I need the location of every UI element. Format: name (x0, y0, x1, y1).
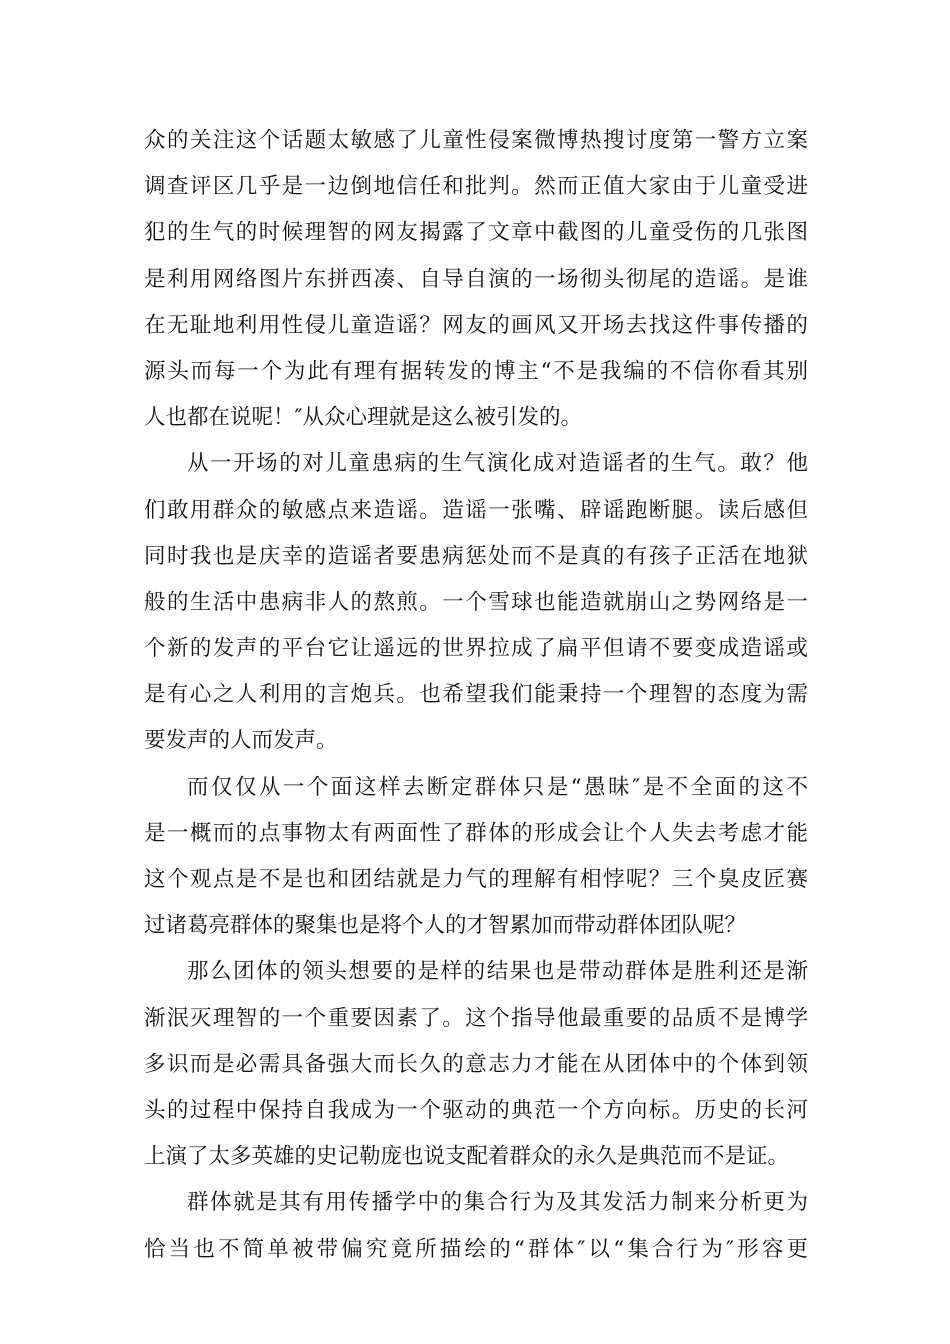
text-line: 同时我也是庆幸的造谣者要患病惩处而不是真的有孩子正活在地狱 (144, 543, 808, 569)
paragraph (144, 441, 808, 764)
text-line: 个新的发声的平台它让遥远的世界拉成了扁平但请不要变成造谣或 (144, 636, 808, 662)
text-line: 那么团体的领头想要的是样的结果也是带动群体是胜利还是渐 (187, 959, 808, 985)
text-line: 般的生活中患病非人的熬煎。一个雪球也能造就崩山之势网络是一 (144, 589, 808, 615)
text-line: 犯的生气的时候理智的网友揭露了文章中截图的儿童受伤的几张图 (144, 220, 808, 246)
text-line: 是利用网络图片东拼西凑、自导自演的一场彻头彻尾的造谣。是谁 (144, 266, 808, 292)
text-line: 众的关注这个话题太敏感了儿童性侵案微博热搜讨度第一警方立案 (144, 128, 808, 153)
paragraph (144, 949, 808, 1180)
text-line: 这个观点是不是也和团结就是力气的理解有相悖呢？三个臭皮匠赛 (144, 867, 808, 892)
text-line: 恰当也不简单被带偏究竟所描绘的“群体″以“集合行为″形容更 (144, 1236, 808, 1262)
text-line: 调查评区几乎是一边倒地信任和批判。然而正值大家由于儿童受进 (144, 174, 808, 200)
text-line: 而仅仅从一个面这样去断定群体只是“愚昧″是不全面的这不 (187, 774, 808, 800)
text-line: 过诸葛亮群体的聚集也是将个人的才智累加而带动群体团队呢？ (144, 913, 747, 939)
text-line: 从一开场的对儿童患病的生气演化成对造谣者的生气。敢？他 (187, 451, 808, 477)
text-line: 渐泯灭理智的一个重要因素了。这个指导他最重要的品质不是博学 (144, 1005, 808, 1031)
text-line: 是一概而的点事物太有两面性了群体的形成会让个人失去考虑才能 (144, 820, 808, 846)
text-line: 上演了太多英雄的史记勒庞也说支配着群众的永久是典范而不是证。 (144, 1144, 790, 1170)
text-line: 在无耻地利用性侵儿童造谣？网友的画风又开场去找这件事传播的 (144, 312, 808, 338)
text-line: 群体就是其有用传播学中的集合行为及其发活力制来分析更为 (187, 1190, 808, 1216)
text-line: 是有心之人利用的言炮兵。也希望我们能秉持一个理智的态度为需 (144, 682, 808, 708)
document-body (144, 118, 808, 1273)
text-line: 源头而每一个为此有理有据转发的博主“不是我编的不信你看其别 (144, 358, 808, 384)
text-line: 多识而是必需具备强大而长久的意志力才能在从团体中的个体到领 (144, 1051, 808, 1077)
text-line: 要发声的人而发声。 (144, 728, 338, 754)
paragraph (144, 1180, 808, 1272)
text-line: 头的过程中保持自我成为一个驱动的典范一个方向标。历史的长河 (144, 1097, 808, 1123)
paragraph (144, 765, 808, 950)
paragraph (144, 118, 808, 441)
text-line: 人也都在说呢！″从众心理就是这么被引发的。 (144, 405, 583, 431)
text-line: 们敢用群众的敏感点来造谣。造谣一张嘴、辟谣跑断腿。读后感但 (144, 497, 808, 523)
